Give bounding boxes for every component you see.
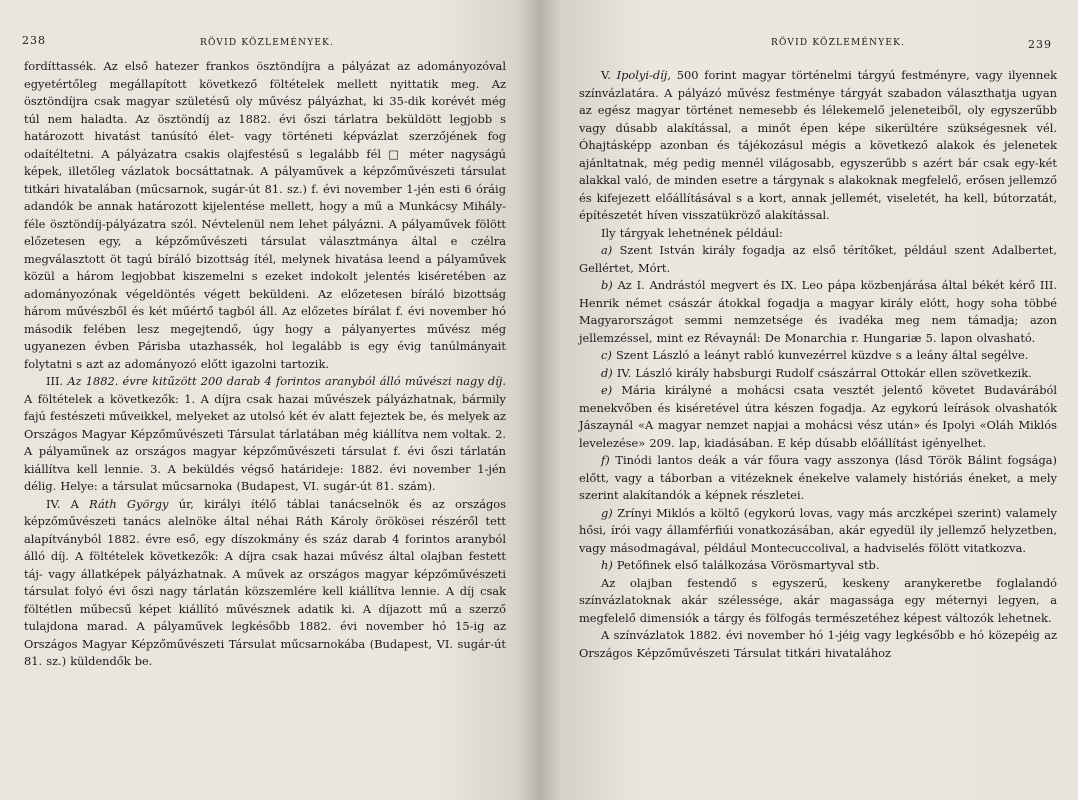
paragraph: Az olajban festendő s egyszerű, keskeny aranykeretbe foglalandó színvázlatoknak akár szélessége, akár magassága egy méternyi legyen, a megfelelő dimensiók a tárgy és fölfogás természetéhez képest változók lehetnek. [579,575,1057,625]
item-letter: h) [601,558,613,572]
list-item [579,365,1057,383]
paragraph-text: A föltételek a következők: 1. A díjra csak hazai művészek pályázhatnak, bármily fajú festészeti műveikkel, melyeket az utolsó két év alatt fejeztek be, és melyek az Országos Magyar Képzőművészeti Társulat tárlatában még kiállítva nem voltak. 2. A pályaműnek az országos magyar képzőművészeti társulat f. évi őszi tárlatán kiállítva kell lennie. 3. A beküldés végső határideje: 1882. évi november 1-jén délig. Helye: a társulat műcsarnoka (Budapest, VI. sugár-út 81. szám). [24,391,506,493]
paragraph-text: úr, királyi ítélő táblai tanácselnök és az országos képzőművészeti tanács alelnöke által néhai Ráth Károly örökösei részéről tett alapítványból 1882. évre eső, egy díszokmány és száz darab 4 forintos aranyból álló díj. A föltételek következők: A díjra csak hazai művész által olajban festett táj- vagy állatképek pályázhatnak. A művek az országos magyar képzőművészeti társulat folyó évi őszi nagy tárlatán közszemlére kell kiállítva lennie. A díj csak föltétlen műbecsű képet kiállító művésznek adatik ki. A díjazott mű a szerző tulajdona marad. A pályaművek legkésőbb 1882. évi november hó 15-ig az Országos Magyar Képzőművészeti Társulat műcsarnokába (Budapest, VI. sugár-út 81. sz.) küldendők be. [24,496,506,668]
paragraph: fordíttassék. Az első hatezer frankos ösztöndíjra a pályázat az adományozóval egyetértőleg megállapított következő föltételek mellett nyittatik meg. Az ösztöndíjra csak magyar születésű oly művész pályázhat, ki 35-dik korévét még túl nem haladta. Az ösztöndíj az 1882. évi őszi tárlatra beküldött legjobb s határozott hivatást tanúsító élet- vagy történeti képvázlat szerzőjének fog odaítéltetni. A pályázatra csakis olajfestésű s legalább fél □ méter nagyságú képek, illetőleg vázlatok bocsáttatnak. A pályaművek a képzőművészeti társulat titkári hivatalában (műcsarnok, sugár-út 81. sz.) f. évi november 1-jén esti 6 óráig adandók be annak határozott kijelentése mellett, hogy a mű a Munkácsy Mihály-féle ösztöndíj-pályázatra szól. Névtelenül nem lehet pályázni. A pályaművek fölött előzetesen egy, a képzőművészeti társulat választmánya által e czélra megválasztott öt tagú bíráló bizottság ítél, melynek hivatása leend a pályaművek közül a három legjobbat kiszemelni s ezeket indokolt jelentés kiséretében az adományozónak végeldöntés végett beküldeni. Az előzetesen bíráló bizottság három művészből és két műértő tagból áll. Az előzetes bírálat f. évi november hó második felében lesz megejtendő, úgy hogy a pályanyertes művész még ugyanezen évben Párisba utazhassék, hol legalább is egy évig tanúlmányait folytatni s azt az adományozó előtt igazolni tartozik. [24,59,506,371]
item-letter: d) [601,365,613,380]
list-item [579,505,1057,558]
item-text: Mária királyné a mohácsi csata vesztét jelentő követet Budavárából menekvőben és kiséretével útra készen fogadja. Az egykorú leírások olvashatók Jászaynál «A magyar nemzet napjai a mohácsi vész után» és Ipolyi «Oláh Miklós levelezése» 209. lap, kiadásában. E kép dúsabb előállítást igényelhet. [579,383,1057,450]
item-text: IV. László király habsburgi Rudolf császárral Ottokár ellen szövetkezik. [612,365,1032,380]
prize-title: Ipolyi-díj, [616,68,671,82]
right-page-body [579,67,1057,662]
paragraph-iii [24,373,506,496]
section-number: V. [601,68,617,82]
item-text: Tinódi lantos deák a vár főura vagy asszonya (lásd Török Bálint fogsága) előtt, vagy a táborban a vitézeknek énekelve valamely históriás éneket, a mely szerint alakítandók a képnek részletei. [579,453,1057,502]
item-letter: c) [601,348,612,362]
item-letter: e) [601,383,613,397]
item-text: Zrínyi Miklós a költő (egykorú lovas, vagy más arczképei szerint) valamely hősi, írói vagy államférfiúi vonatkozásában, akár egyedül ily jellemző helyzetben, vagy másodmagával, például Montecuccolival, a hadviselés fölött vitatkozva. [579,505,1057,555]
list-item [579,452,1057,505]
paragraph: A színvázlatok 1882. évi november hó 1-jéig vagy legkésőbb e hó közepéig az Országos Képzőművészeti Társulat titkári hivatalához [579,628,1057,660]
list-item [579,382,1057,452]
list-intro: Ily tárgyak lehetnének például: [601,225,783,240]
prize-title: Az 1882. évre kitűzött 200 darab 4 forintos aranyból álló művészi nagy díj. [67,374,507,388]
item-letter: b) [601,278,613,292]
item-text: Szent László a leányt rabló kunvezérrel küzdve s a leány által segélve. [611,348,1029,362]
item-text: Szent István király fogadja az első térítőket, például szent Adalbertet, Gellértet, Mórt. [579,243,1057,275]
running-head: RÖVID KÖZLEMÉNYEK. [200,38,335,48]
running-head: RÖVID KÖZLEMÉNYEK. [771,38,906,48]
list-item [579,277,1057,347]
item-letter: g) [601,505,613,520]
list-item [579,557,1057,575]
person-name: Ráth György [89,496,169,511]
page-number: 238 [22,34,46,47]
item-letter: a) [601,243,613,257]
section-number: III. [46,374,68,388]
list-item [579,347,1057,365]
item-text: Az I. Andrástól megvert és IX. Leo pápa közbenjárása által békét kérő III. Henrik német császár átokkal fogadja a magyar király elótt, hogy soha többé Magyarországot semmi nemzetsége és ivadéka meg nem támadja; azon jellemzéssel, mint ez Révaynál: De Monarchia r. Hungariæ 5. lapon olvasható. [579,278,1057,345]
right-page [539,0,1078,800]
item-text: Petőfinek első találkozása Vörösmartyval stb. [612,558,880,572]
paragraph-v [579,67,1057,225]
paragraph-iv [24,496,506,671]
item-letter: f) [601,453,610,467]
page-number: 239 [1028,38,1052,51]
list-item [579,242,1057,277]
section-number: IV. A [46,496,90,511]
left-page-body [24,58,506,671]
paragraph-text: 500 forint magyar történelmi tárgyú festményre, vagy ilyennek színvázlatára. A pályázó művész festménye tárgyát szabadon választhatja ugyan az egész magyar történet nemesebb és lélekemelő jeleneteiből, oly egyszerűbb vagy dúsabb alakítással, a minőt épen képe sikerültére szükségesnek vél. Óhajtásképp azonban és tájékozásul mégis a következő alakok és jelenetek ajánltatnak, még pedig mennél világosabb, egyszerűbb s azért bár csak egy-két alakkal való, de minden esetre a tárgynak s alakoknak megfelelő, erősen jellemző és kifejezett előállításával s a kort, annak jellemét, viseletét, ha kell, bútorzatát, építészetét híven visszatükröző alakítással. [579,68,1057,222]
